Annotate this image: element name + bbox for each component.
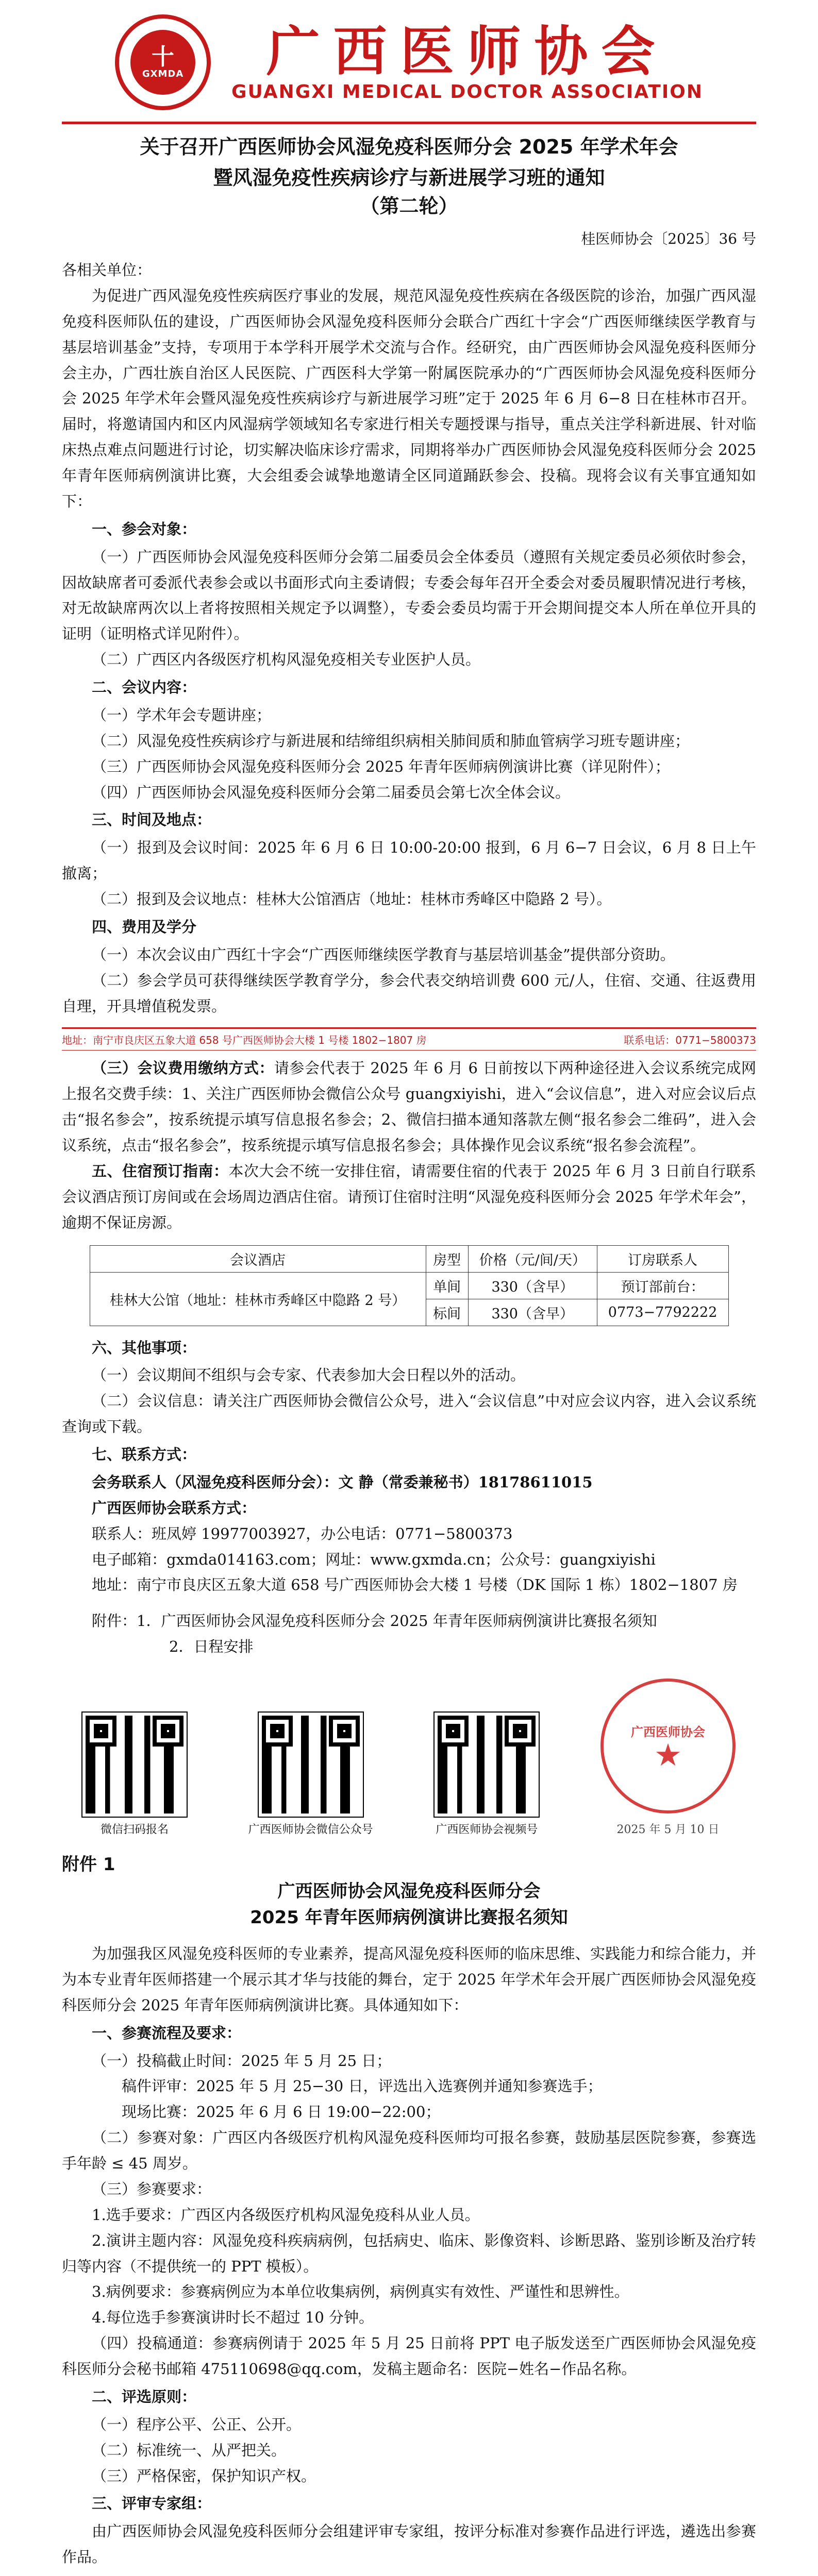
section-text: （二）报到及会议地点：桂林大公馆酒店（地址：桂林市秀峰区中隐路 2 号）。	[92, 890, 612, 908]
section-heading: 一、参会对象：	[92, 520, 197, 538]
section-text: （二）广西区内各级医疗机构风湿免疫相关专业医护人员。	[92, 651, 481, 669]
qr-code-icon	[435, 1713, 539, 1817]
section-text-inline	[62, 1470, 756, 1496]
section-text: （二）风湿免疫性疾病诊疗与新进展和结缔组织病相关肺间质和肺血管病学习班专题讲座；	[92, 732, 690, 750]
section-heading: 七、联系方式：	[92, 1446, 197, 1463]
footer-address: 地址：南宁市良庆区五象大道 658 号广西医师协会大楼 1 号楼 1802−1807 房	[62, 1034, 427, 1047]
section-text: （一）本次会议由广西红十字会“广西医师继续医学教育与基层培训基金”提供部分资助。	[92, 945, 675, 963]
seal-text: 广西医师协会	[630, 1724, 705, 1739]
price-cell: 330（含早）	[468, 1272, 597, 1299]
attachment-line: 2．日程安排	[169, 1638, 254, 1656]
room-type-cell: 标间	[426, 1299, 468, 1326]
section-heading: 三、时间及地点：	[92, 811, 212, 829]
section-text: （一）报到及会议时间：2025 年 6 月 6 日 10:00-20:00 报到，6 月 6−7 日会议，6 月 8 日上午撤离；	[62, 839, 756, 883]
section-text: （四）投稿通道：参赛病例请于 2025 年 5 月 25 日前将 PPT 电子版发送至广西医师协会风湿免疫科医师分会秘书邮箱 475110698@qq.com，发稿主题命名：医院−姓名−作品名称。	[62, 2334, 756, 2378]
salutation: 各相关单位：	[62, 261, 152, 279]
contact-line: 联系人：班凤婷 19977003927，办公电话：0771−5800373	[92, 1524, 513, 1543]
letterhead-rule	[62, 122, 756, 124]
hotel-table	[90, 1245, 729, 1326]
notice-title-line2: 暨风湿免疫性疾病诊疗与新进展学习班的通知	[213, 166, 605, 189]
qr-signup	[82, 1713, 187, 1837]
section-text: 本次大会不统一安排住宿，请需要住宿的代表于 2025 年 6 月 3 日前自行联系会议酒店预订房间或在会场周边酒店住宿。请预订住宿时注明“风湿免疫科医师分会 2025 年学术年会”，逾期不保证房源。	[62, 1162, 756, 1231]
qr-and-seal-row	[62, 1679, 756, 1837]
section-heading: 六、其他事项：	[92, 1338, 197, 1357]
logo-emblem	[130, 30, 195, 95]
section-text-inline	[62, 1496, 756, 1521]
section-text: （一）程序公平、公正、公开。	[92, 2415, 302, 2433]
sign-date: 2025 年 5 月 10 日	[616, 1823, 720, 1836]
contact-line: 会务联系人（风湿免疫科医师分会）：文 静（常委兼秘书）18178611015	[92, 1473, 593, 1491]
official-seal	[600, 1679, 736, 1814]
section-heading: 二、评选原则：	[92, 2387, 197, 2405]
table-header: 订房联系人	[597, 1245, 728, 1272]
section-text: （二）会议信息：请关注广西医师协会微信公众号，进入“会议信息”中对应会议内容，进入会议系统查询或下载。	[62, 1392, 756, 1436]
section-text: 由广西医师协会风湿免疫科医师分会组建评审专家组，按评分标准对参赛作品进行评选，遴选出参赛作品。	[62, 2522, 756, 2566]
qr-official-account	[248, 1713, 373, 1837]
qr-label: 广西医师协会微信公众号	[248, 1823, 373, 1836]
section-text: 现场比赛：2025 年 6 月 6 日 19:00−22:00；	[122, 2103, 441, 2121]
section-heading: 二、会议内容：	[92, 679, 197, 696]
section-text: （三）参赛要求：	[92, 2180, 212, 2198]
cross-icon: 十	[152, 43, 175, 70]
intro-paragraph: 为促进广西风湿免疫性疾病医疗事业的发展，规范风湿免疫性疾病在各级医院的诊治，加强广西风湿免疫科医师队伍的建设，广西医师协会风湿免疫科医师分会联合广西红十字会“广西医师继续医学教育与基层培训基金”支持，专项用于本学科开展学术交流与合作。经研究，由广西医师协会风湿免疫科医师分会主办，广西壮族自治区人民医院、广西医科大学第一附属医院承办的“广西医师协会风湿免疫科医师分会 2025 年学术年会暨风湿免疫性疾病诊疗与新进展学习班”定于 2025 年 6 月 6−8 日在桂林市召开。届时，将邀请国内和区内风湿病学领域知名专家进行相关专题授课与指导，重点关注学科新进展、针对临床热点难点问题进行讨论，切实解决临床诊疗需求，同期将举办广西医师协会风湿免疫科医师分会 2025 年青年医师病例演讲比赛，大会组委会诚挚地邀请全区同道踊跃参会、投稿。现将会议有关事宜通知如下：	[62, 286, 756, 510]
attachment-intro: 为加强我区风湿免疫科医师的专业素养，提高风湿免疫科医师的临床思维、实践能力和综合能力，并为本专业青年医师搭建一个展示其才华与技能的舞台，定于 2025 年学术年会开展广西医师协会风湿免疫科医师分会 2025 年青年医师病例演讲比赛。具体通知如下：	[62, 1945, 756, 2014]
attachment-line: 附件：1．广西医师协会风湿免疫科医师分会 2025 年青年医师病例演讲比赛报名须知	[92, 1612, 657, 1630]
table-header: 会议酒店	[90, 1245, 426, 1272]
section-text: （一）投稿截止时间：2025 年 5 月 25 日；	[92, 2052, 392, 2070]
price-cell: 330（含早）	[468, 1299, 597, 1326]
section-text: 4.每位选手参赛演讲时长不超过 10 分钟。	[92, 2309, 374, 2327]
notice-title-line3: （第二轮）	[360, 195, 458, 217]
letterhead-text	[231, 22, 703, 102]
section-heading	[62, 2572, 756, 2576]
contact-line: 地址：南宁市良庆区五象大道 658 号广西医师协会大楼 1 号楼（DK 国际 1 栋）1802−1807 房	[92, 1576, 738, 1594]
table-header: 房型	[426, 1245, 468, 1272]
section-text: （一）会议期间不组织与会专家、代表参加大会日程以外的活动。	[92, 1366, 526, 1384]
footer-phone: 联系电话：0771−5800373	[624, 1034, 756, 1047]
attachment-title-line1: 广西医师协会风湿免疫科医师分会	[277, 1881, 541, 1902]
section-text: （二）标准统一、从严把关。	[92, 2441, 287, 2459]
section-text: （一）广西医师协会风湿免疫科医师分会第二届委员会全体委员（遵照有关规定委员必须依时参会，因故缺席者可委派代表参会或以书面形式向主委请假；专委会每年召开全委会对委员履职情况进行考核，对无故缺席两次以上者将按照相关规定予以调整），专委会委员均需于开会期间提交本人所在单位开具的证明（证明格式详见附件）。	[62, 548, 756, 643]
logo-abbreviation: GXMDA	[142, 68, 184, 79]
section-text: （一）学术年会专题讲座；	[92, 706, 272, 724]
letterhead	[62, 0, 756, 110]
qr-code-icon	[82, 1713, 187, 1817]
section-text: （四）广西医师协会风湿免疫科医师分会第二届委员会第七次全体会议。	[92, 783, 571, 801]
attachment-heading: 附件 1	[62, 1854, 115, 1875]
section-heading: 三、评审专家组：	[92, 2495, 212, 2513]
table-header-row	[90, 1245, 728, 1272]
official-seal-block	[600, 1679, 736, 1837]
table-row	[90, 1272, 728, 1299]
table-header: 价格（元/间/天）	[468, 1245, 597, 1272]
section-heading: 一、参赛流程及要求：	[92, 2024, 242, 2042]
association-logo	[115, 14, 211, 110]
qr-label: 微信扫码报名	[100, 1823, 169, 1836]
hotel-name-cell: 桂林大公馆（地址：桂林市秀峰区中隐路 2 号）	[90, 1272, 426, 1326]
qr-video-account	[435, 1713, 539, 1837]
attachment-title-line2: 2025 年青年医师病例演讲比赛报名须知	[250, 1907, 568, 1928]
contact-cell: 预订部前台：	[597, 1272, 728, 1299]
org-name-cn: 广西医师协会	[266, 20, 669, 83]
section-text: 请参会代表于 2025 年 6 月 6 日前按以下两种途径进入会议系统完成网上报名交费手续：1、关注广西医师协会微信公众号 guangxiyishi，进入“会议信息”，进入对应会议后点击“报名参会”，按系统提示填写信息报名参会；2、微信扫描本通知落款左侧“报名参会二维码”，进入会议系统，点击“报名参会”，按系统提示填写信息报名参会；具体操作见会议系统“报名参会流程”。	[62, 1059, 756, 1154]
contact-heading: 广西医师协会联系方式：	[92, 1499, 257, 1517]
section-text-inline	[62, 1159, 756, 1236]
document-number: 桂医师协会〔2025〕36 号	[581, 230, 756, 247]
qr-code-icon	[259, 1713, 363, 1817]
section-text: （二）参赛对象：广西区内各级医疗机构风湿免疫科医师均可报名参赛，鼓励基层医院参赛，参赛选手年龄 ≤ 45 周岁。	[62, 2129, 756, 2172]
notice-title-line1: 关于召开广西医师协会风湿免疫科医师分会 2025 年学术年会	[140, 135, 678, 158]
section-subheading: （三）会议费用缴纳方式：	[92, 1059, 274, 1077]
section-text: （三）广西医师协会风湿免疫科医师分会 2025 年青年医师病例演讲比赛（详见附件）；	[92, 757, 670, 775]
section-text: （二）参会学员可获得继续医学教育学分，参会代表交纳培训费 600 元/人，住宿、交通、往返费用自理，开具增值税发票。	[62, 971, 756, 1015]
section-text: 稿件评审：2025 年 5 月 25−30 日，评选出入选赛例并通知参赛选手；	[122, 2077, 603, 2095]
qr-label: 广西医师协会视频号	[436, 1823, 538, 1836]
section-text: 2.演讲主题内容：风湿免疫科疾病病例，包括病史、临床、影像资料、诊断思路、鉴别诊断及治疗转归等内容（不提供统一的 PPT 模板）。	[62, 2231, 756, 2275]
section-heading: 四、费用及学分	[92, 918, 197, 936]
contact-cell: 0773−7792222	[597, 1299, 728, 1326]
room-type-cell: 单间	[426, 1272, 468, 1299]
org-name-en: GUANGXI MEDICAL DOCTOR ASSOCIATION	[231, 81, 703, 103]
section-text: 1.选手要求：广西区内各级医疗机构风湿免疫科从业人员。	[92, 2206, 480, 2224]
section-text-inline	[62, 1056, 756, 1159]
page-footer	[62, 1027, 756, 1050]
section-text: （三）严格保密，保护知识产权。	[92, 2467, 316, 2485]
section-heading: 五、住宿预订指南：	[92, 1162, 229, 1180]
contact-line: 电子邮箱：gxmda014163.com；网址：www.gxmda.cn；公众号：guangxiyishi	[92, 1550, 656, 1568]
star-icon: ★	[654, 1737, 682, 1773]
section-text: 3.病例要求：参赛病例应为本单位收集病例，病例真实有效性、严谨性和思辨性。	[92, 2283, 629, 2301]
